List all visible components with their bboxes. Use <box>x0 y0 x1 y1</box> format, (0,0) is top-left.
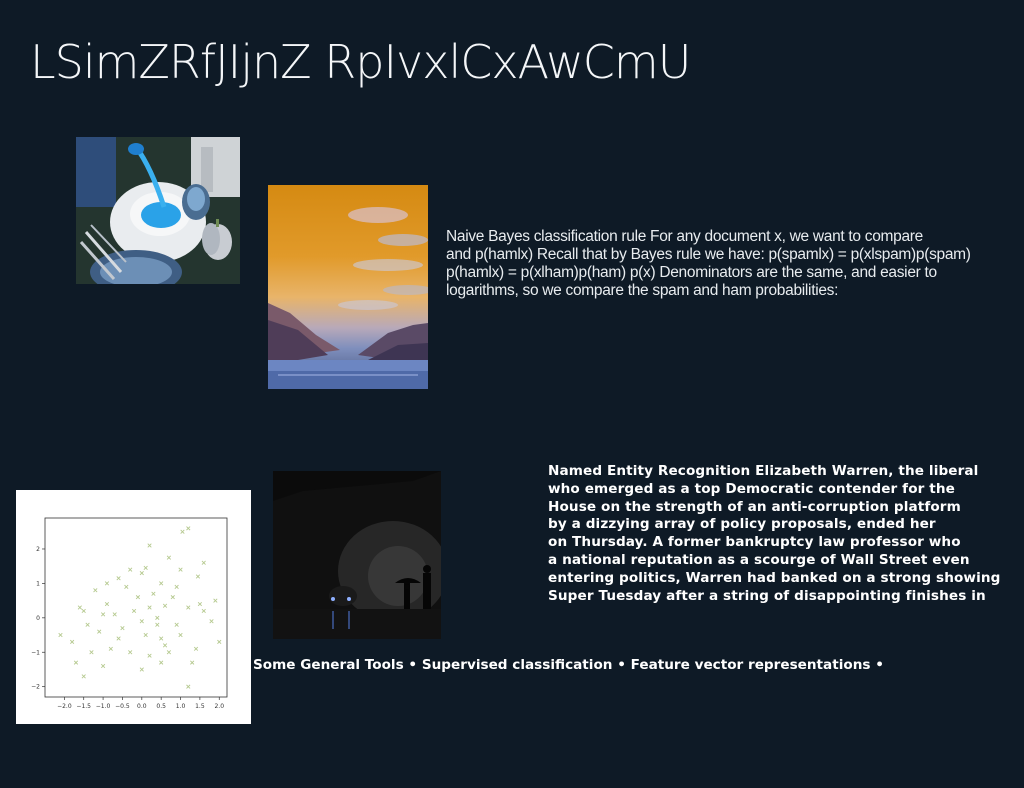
x-tick-label: −1.0 <box>95 703 111 710</box>
ner-line: on Thursday. A former bankruptcy law professor who <box>548 534 961 551</box>
x-tick-label: 2.0 <box>214 703 225 710</box>
ner-line: Named Entity Recognition Elizabeth Warren, the liberal <box>548 463 979 479</box>
x-tick-label: −0.5 <box>115 703 130 710</box>
x-tick-label: −2.0 <box>57 703 72 710</box>
ner-line: who emerged as a top Democratic contender for the <box>548 480 955 497</box>
naive-bayes-text <box>446 228 1016 300</box>
scatter-plot-svg <box>16 490 251 724</box>
dark-tunnel-image <box>273 471 441 639</box>
slide-title: LSimZRfJIjnZ RpIvxlCxAwCmU <box>30 35 691 89</box>
y-tick-label: 1 <box>36 580 40 588</box>
x-tick-label: 1.0 <box>175 703 186 710</box>
ner-text <box>548 463 1024 605</box>
table-setting-image <box>76 137 240 284</box>
y-tick-label: 0 <box>36 614 40 622</box>
ner-line: Super Tuesday after a string of disappointing finishes in <box>548 587 986 604</box>
naive-bayes-line: logarithms, so we compare the spam and ham probabilities: <box>446 282 839 299</box>
x-tick-label: 0.5 <box>156 703 166 710</box>
naive-bayes-line: Naive Bayes classification rule For any document x, we want to compare <box>446 228 923 245</box>
general-tools-bullets: Some General Tools • Supervised classification • Feature vector representations • <box>253 657 884 673</box>
valley-sunset-image <box>268 185 428 389</box>
naive-bayes-line: and p(hamlx) Recall that by Bayes rule we have: p(spamlx) = p(xlspam)p(spam) <box>446 246 971 263</box>
plot-area-frame <box>45 518 227 697</box>
y-tick-label: 2 <box>36 545 40 553</box>
ner-line: entering politics, Warren had banked on a strong showing <box>548 569 1001 586</box>
x-tick-label: 0.0 <box>137 703 147 710</box>
x-tick-label: 1.5 <box>195 703 205 710</box>
y-tick-label: −2 <box>31 683 40 691</box>
y-tick-label: −1 <box>31 649 40 657</box>
ner-line: by a dizzying array of policy proposals, ended her <box>548 516 936 533</box>
scatter-plot-chart <box>16 490 251 724</box>
ner-line: House on the strength of an anti-corruption platform <box>548 498 961 515</box>
ner-line: a national reputation as a scourge of Wall Street even <box>548 551 970 568</box>
x-tick-label: −1.5 <box>76 703 92 710</box>
naive-bayes-line: p(hamlx) = p(xlham)p(ham) p(x) Denominators are the same, and easier to <box>446 264 937 281</box>
